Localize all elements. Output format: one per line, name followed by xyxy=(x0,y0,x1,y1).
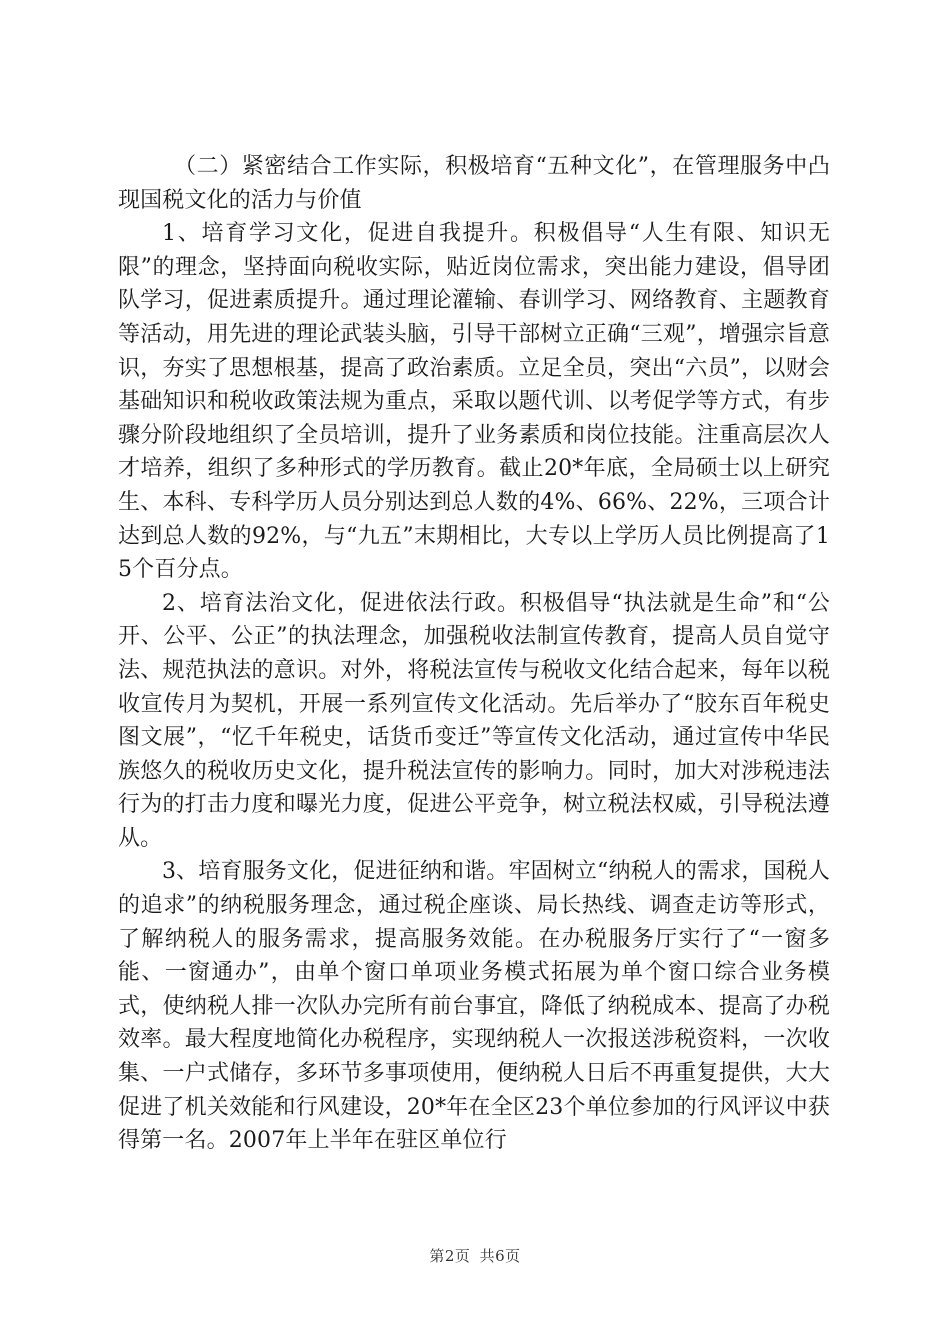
paragraph-learning-culture: 1、培育学习文化，促进自我提升。积极倡导“人生有限、知识无限”的理念，坚持面向税收实际，贴近岗位需求，突出能力建设，倡导团队学习，促进素质提升。通过理论灌输、春训学习、网络教育、主题教育等活动，用先进的理论武装头脑，引导干部树立正确“三观”，增强宗旨意识，夯实了思想根基，提高了政治素质。立足全员，突出“六员”，以财会基础知识和税收政策法规为重点，采取以题代训、以考促学等方式，有步骤分阶段地组织了全员培训，提升了业务素质和岗位技能。注重高层次人才培养，组织了多种形式的学历教育。截止20*年底，全局硕士以上研究生、本科、专科学历人员分别达到总人数的4%、66%、22%，三项合计达到总人数的92%，与“九五”末期相比，大专以上学历人员比例提高了15个百分点。 xyxy=(118,221,830,583)
document-body xyxy=(118,150,830,1158)
page-total: 共6页 xyxy=(479,1247,521,1265)
section-heading: （二）紧密结合工作实际，积极培育“五种文化”，在管理服务中凸现国税文化的活力与价值 xyxy=(118,154,830,213)
page-footer xyxy=(0,1245,950,1266)
paragraph-rule-of-law-culture: 2、培育法治文化，促进依法行政。积极倡导“执法就是生命”和“公开、公平、公正”的执法理念，加强税收法制宣传教育，提高人员自觉守法、规范执法的意识。对外，将税法宣传与税收文化结合起来，每年以税收宣传月为契机，开展一系列宣传文化活动。先后举办了“胶东百年税史图文展”，“忆千年税史，话货币变迁”等宣传文化活动，通过宣传中华民族悠久的税收历史文化，提升税法宣传的影响力。同时，加大对涉税违法行为的打击力度和曝光力度，促进公平竞争，树立税法权威，引导税法遵从。 xyxy=(118,590,830,851)
page-number: 第2页 xyxy=(429,1247,471,1265)
paragraph-service-culture: 3、培育服务文化，促进征纳和谐。牢固树立“纳税人的需求，国税人的追求”的纳税服务理念，通过税企座谈、局长热线、调查走访等形式，了解纳税人的服务需求，提高服务效能。在办税服务厅实行了“一窗多能、一窗通办”，由单个窗口单项业务模式拓展为单个窗口综合业务模式，使纳税人排一次队办完所有前台事宜，降低了纳税成本、提高了办税效率。最大程度地简化办税程序，实现纳税人一次报送涉税资料，一次收集、一户式储存，多环节多事项使用，便纳税人日后不再重复提供，大大促进了机关效能和行风建设，20*年在全区23个单位参加的行风评议中获得第一名。2007年上半年在驻区单位行 xyxy=(118,859,830,1154)
